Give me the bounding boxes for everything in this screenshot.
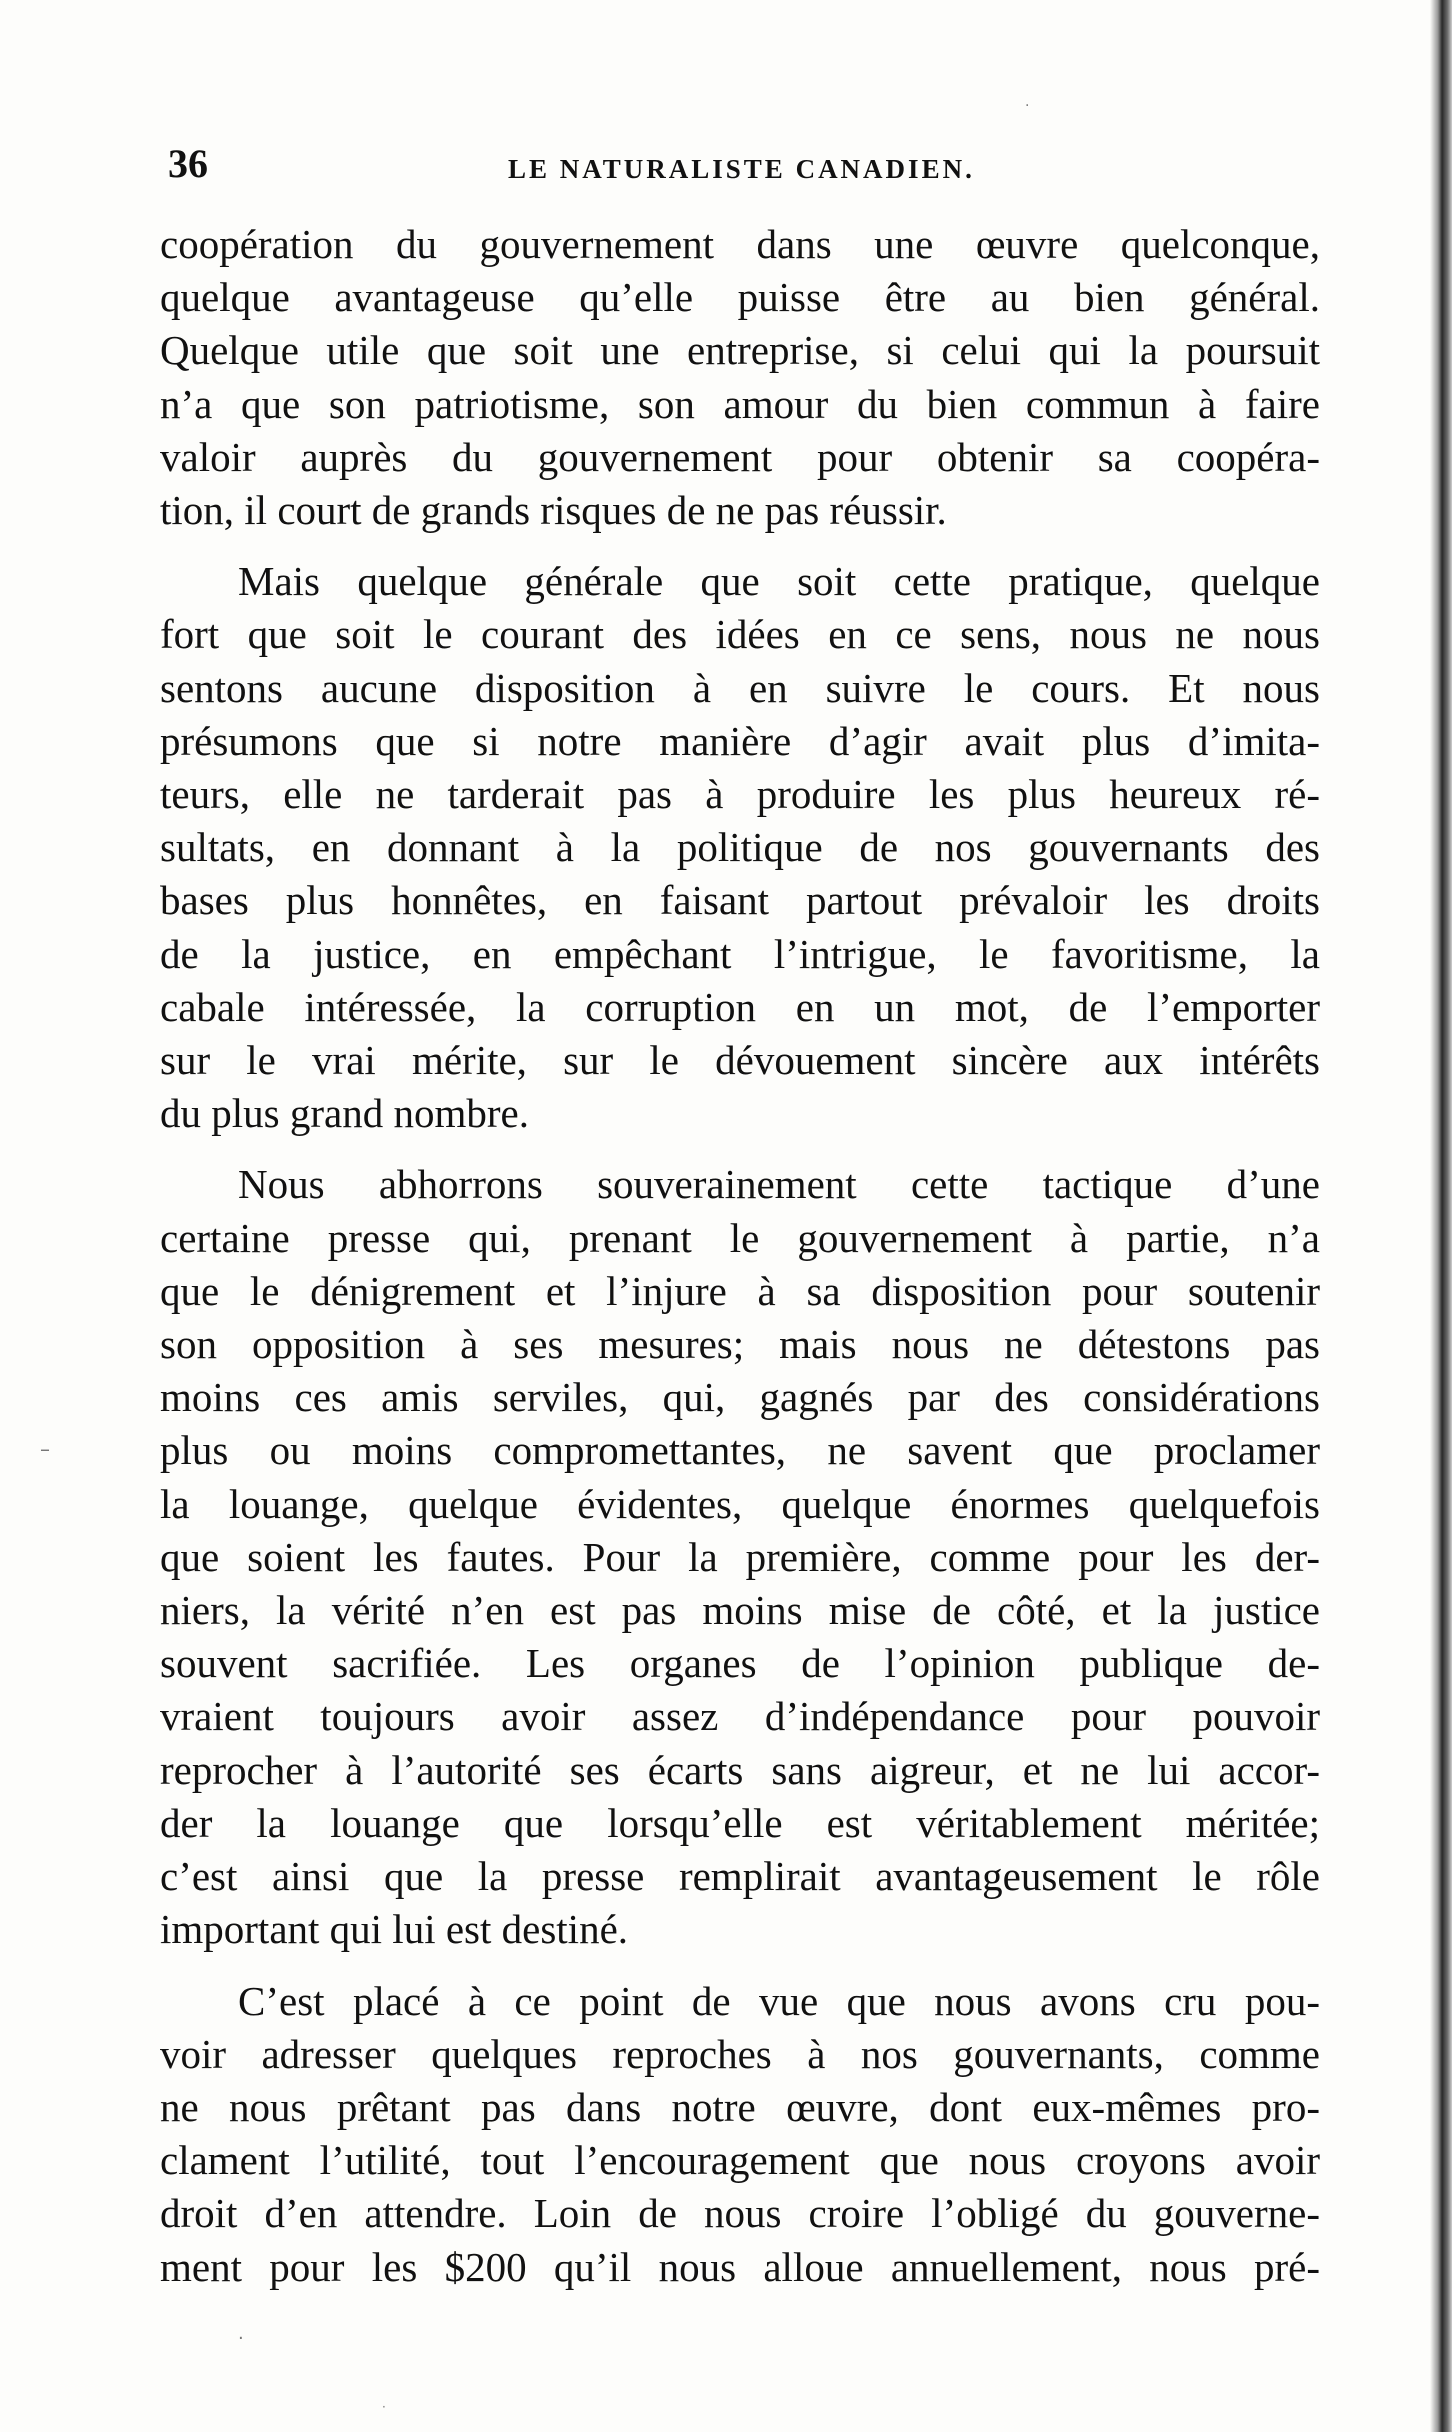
text-line: niers, la vérité n’en est pas moins mise de côté, et la justice	[160, 1587, 1320, 1634]
text-line: valoir auprès du gouvernement pour obtenir sa coopéra-	[160, 433, 1320, 480]
paragraph	[160, 1975, 1320, 2294]
running-title: LE NATURALISTE CANADIEN.	[508, 154, 975, 184]
text-line: fort que soit le courant des idées en ce sens, nous ne nous	[160, 611, 1320, 658]
body-text	[160, 218, 1320, 2294]
text-line: clament l’utilité, tout l’encouragement que nous croyons avoir	[160, 2137, 1320, 2184]
text-line: de la justice, en empêchant l’intrigue, le favoritisme, la	[160, 930, 1320, 977]
paragraph	[160, 1158, 1320, 1956]
speck-mark: ·	[382, 2400, 386, 2414]
text-line: que soient les fautes. Pour la première, comme pour les der-	[160, 1533, 1320, 1580]
text-line: quelque avantageuse qu’elle puisse être au bien général.	[160, 274, 1320, 321]
text-line: la louange, quelque évidentes, quelque énormes quelquefois	[160, 1480, 1320, 1527]
text-line: plus ou moins compromettantes, ne savent que proclamer	[160, 1427, 1320, 1474]
text-line: sur le vrai mérite, sur le dévouement sincère aux intérêts	[160, 1037, 1320, 1084]
text-line: ment pour les $200 qu’il nous alloue annuellement, nous pré-	[160, 2243, 1320, 2290]
text-line: teurs, elle ne tarderait pas à produire les plus heureux ré-	[160, 771, 1320, 818]
text-line: cabale intéressée, la corruption en un mot, de l’emporter	[160, 983, 1320, 1030]
text-line: Quelque utile que soit une entreprise, si celui qui la poursuit	[160, 327, 1320, 374]
text-line: sentons aucune disposition à en suivre le cours. Et nous	[160, 664, 1320, 711]
text-line: Mais quelque générale que soit cette pratique, quelque	[238, 558, 1320, 605]
text-line: C’est placé à ce point de vue que nous avons cru pou-	[238, 1977, 1320, 2024]
page-binding-edge	[1430, 0, 1452, 2432]
speck-mark: ·	[238, 2328, 244, 2349]
text-line: important qui lui est destiné.	[160, 1906, 629, 1953]
text-line: der la louange que lorsqu’elle est véritablement méritée;	[160, 1799, 1320, 1846]
text-line: tion, il court de grands risques de ne pas réussir.	[160, 487, 947, 534]
page-number: 36	[168, 141, 208, 186]
page-header	[168, 140, 1318, 190]
text-line: ne nous prêtant pas dans notre œuvre, dont eux-mêmes pro-	[160, 2083, 1320, 2130]
text-line: moins ces amis serviles, qui, gagnés par des considérations	[160, 1374, 1320, 1421]
text-line: bases plus honnêtes, en faisant partout prévaloir les droits	[160, 877, 1320, 924]
text-line: souvent sacrifiée. Les organes de l’opinion publique de-	[160, 1640, 1320, 1687]
text-line: n’a que son patriotisme, son amour du bien commun à faire	[160, 380, 1320, 427]
text-line: voir adresser quelques reproches à nos gouvernants, comme	[160, 2030, 1320, 2077]
text-line: son opposition à ses mesures; mais nous ne détestons pas	[160, 1321, 1320, 1368]
text-line: reprocher à l’autorité ses écarts sans aigreur, et ne lui accor-	[160, 1746, 1320, 1793]
text-line: Nous abhorrons souverainement cette tactique d’une	[238, 1161, 1320, 1208]
paragraph	[160, 555, 1320, 1140]
speck-mark: –	[40, 1437, 50, 1461]
text-line: coopération du gouvernement dans une œuvre quelconque,	[160, 221, 1320, 267]
text-line: sultats, en donnant à la politique de nos gouvernants des	[160, 824, 1320, 871]
text-line: que le dénigrement et l’injure à sa disposition pour soutenir	[160, 1267, 1320, 1314]
speck-mark: ·	[1025, 98, 1030, 114]
text-line: vraient toujours avoir assez d’indépendance pour pouvoir	[160, 1693, 1320, 1740]
text-line: c’est ainsi que la presse remplirait avantageusement le rôle	[160, 1853, 1320, 1900]
paragraph	[160, 218, 1320, 537]
text-line: présumons que si notre manière d’agir avait plus d’imita-	[160, 717, 1320, 764]
text-line: certaine presse qui, prenant le gouvernement à partie, n’a	[160, 1214, 1320, 1261]
text-line: droit d’en attendre. Loin de nous croire l’obligé du gouverne-	[160, 2190, 1320, 2237]
text-line: du plus grand nombre.	[160, 1090, 529, 1137]
